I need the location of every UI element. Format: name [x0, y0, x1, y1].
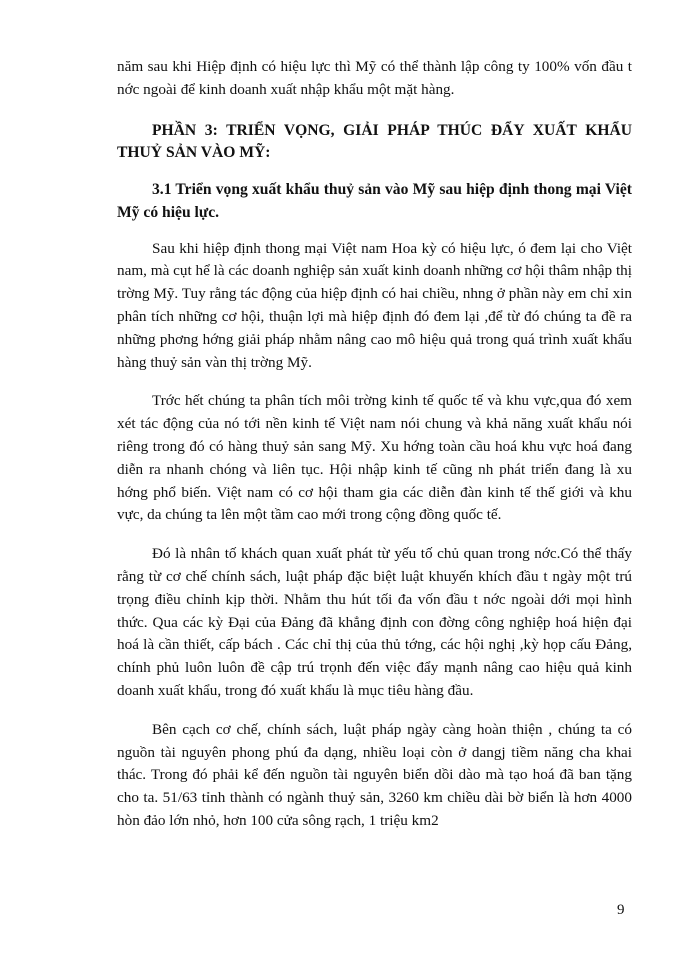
body-paragraph: Trớc hết chúng ta phân tích môi trờng kinh tế quốc tế và khu vực,qua đó xem xét tác động của nó tới nền kinh tế Việt nam nói chung và khả năng xuất khẩu nói riêng trong đó có hàng thuỷ sản sang Mỹ. Xu hớng toàn cầu hoá khu vực hoá đang diễn ra nhanh chóng và liên tục. Hội nhập kinh tế cũng nh phát triển đang là xu hớng phổ biến. Việt nam có cơ hội tham gia các diễn đàn kinh tế thế giới và khu vực, da chúng ta lên một tầm cao mới trong cộng đồng quốc tế.	[117, 392, 632, 524]
part-heading: PHẦN 3: TRIỂN VỌNG, GIẢI PHÁP THÚC ĐẨY XUẤT KHẨU THUỶ SẢN VÀO MỸ:	[117, 121, 632, 161]
body-paragraph: Bên cạch cơ chế, chính sách, luật pháp ngày càng hoàn thiện , chúng ta có nguồn tài nguyên phong phú đa dạng, nhiều loại còn ở dangj tiềm năng cha khai thác. Trong đó phải kể đến nguồn tài nguyên biển dồi dào mà tạo hoá đã ban tặng cho ta. 51/63 tỉnh thành có ngành thuỷ sản, 3260 km chiều dài bờ biển là hơn 4000 hòn đảo lớn nhỏ, hơn 100 cửa sông rạch, 1 triệu km2	[117, 720, 632, 829]
section-heading: 3.1 Triển vọng xuất khẩu thuỷ sản vào Mỹ sau hiệp định thong mại Việt Mỹ có hiệu lực.	[117, 180, 632, 221]
body-paragraph: Đó là nhân tố khách quan xuất phát từ yếu tố chủ quan trong nớc.Có thể thấy rằng từ cơ chế chính sách, luật pháp đặc biệt luật khuyến khích đầu t ngày một trú trọng điều chỉnh kịp thời. Nhằm thu hút tối đa vốn đầu t nớc ngoài dới mọi hình thức. Qua các kỳ Đại của Đảng đã khẳng định con đờng công nghiệp hoá hiện đại hoá là cần thiết, cấp bách . Các chỉ thị của thủ tớng, các hội nghị ,kỳ họp cấu Đảng, chính phủ luôn luôn đề cập trú trọnh đến việc đẩy mạnh nâng cao hiệu quả kinh doanh xuất khẩu, trong đó xuất khẩu là mục tiêu hàng đầu.	[117, 545, 632, 699]
lead-paragraph: năm sau khi Hiệp định có hiệu lực thì Mỹ có thể thành lập công ty 100% vốn đầu t nớc ngoài để kinh doanh xuất nhập khẩu một mặt hàng.	[117, 58, 632, 98]
page-number: 9	[617, 902, 625, 918]
body-paragraph: Sau khi hiệp định thong mại Việt nam Hoa kỳ có hiệu lực, ó đem lại cho Việt nam, mà cụt hể là các doanh nghiệp sản xuất kinh doanh những cơ hội thâm nhập thị trờng Mỹ. Tuy rằng tác động của hiệp định có hai chiều, nhng ở phần này em chỉ xin phân tích những cơ hội, thuận lợi mà hiệp định đó đem lại ,để từ đó chúng ta đề ra những phơng hớng giải pháp nhằm nâng cao mô hiệu quả trong quá trình xuất khẩu hàng thuỷ sản vàn thị trờng Mỹ.	[117, 239, 632, 371]
page-body	[117, 56, 632, 833]
